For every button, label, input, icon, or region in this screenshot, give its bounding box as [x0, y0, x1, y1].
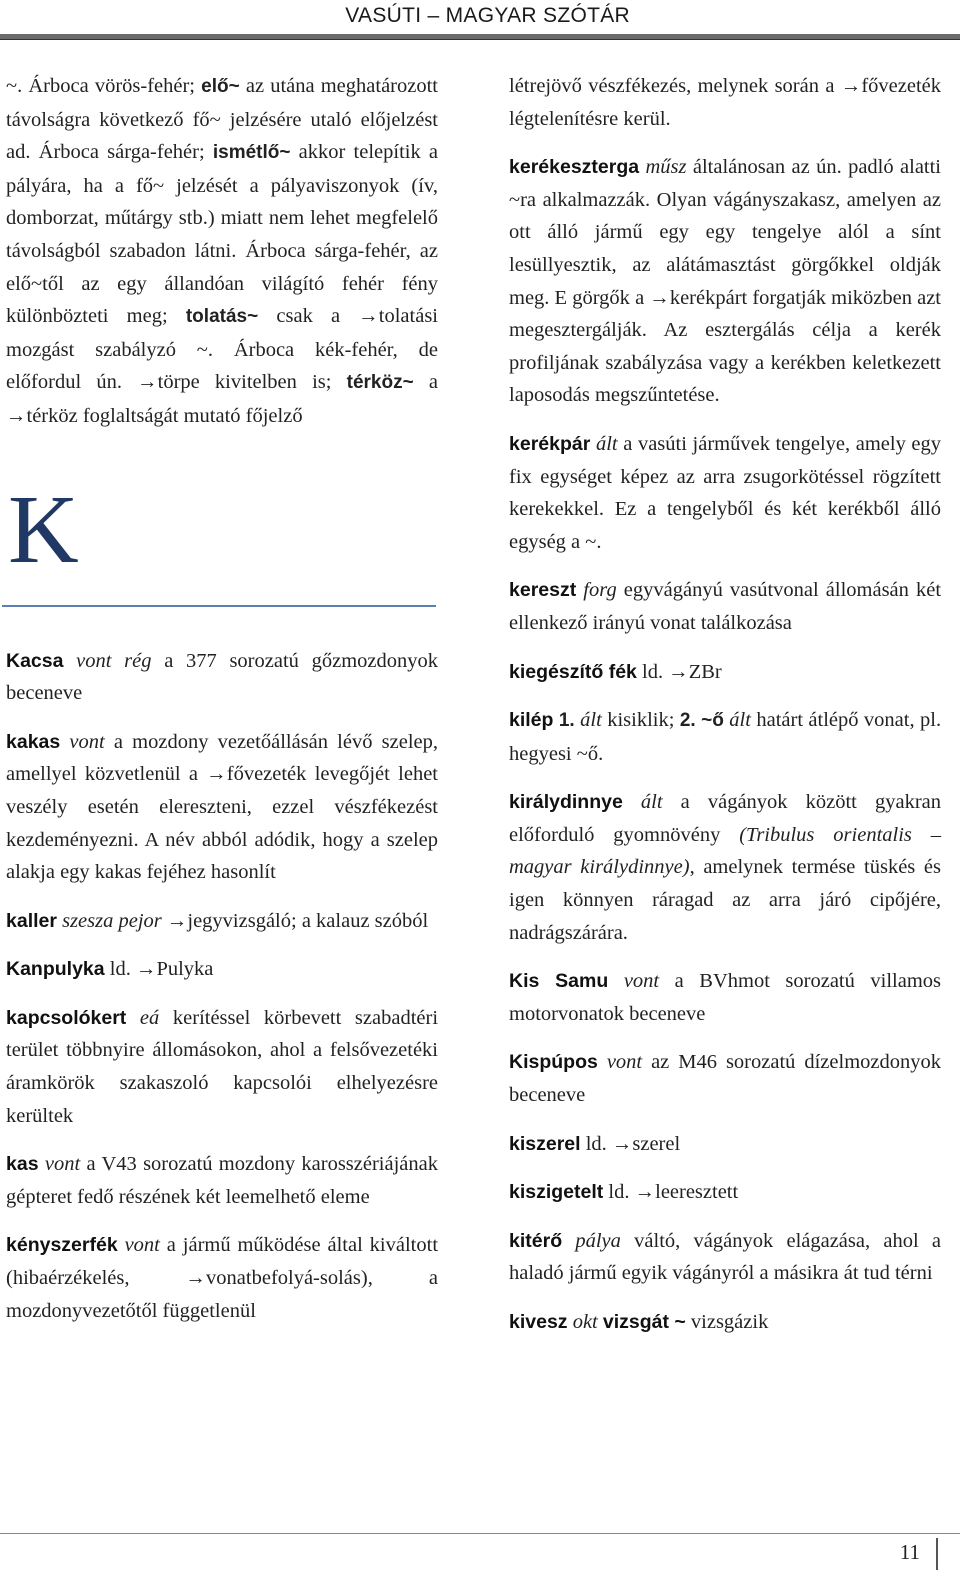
- entry-definition: a jármű működése által kiváltott (hibaérzékelés, →vonatbefolyá-solás), a mozdonyvezetőtől függetlenül: [6, 1234, 439, 1322]
- continued-entry-text: [509, 70, 941, 135]
- continuation-text: létrejövő vészfékezés, melynek során a →fővezeték légtelenítésre kerül.: [509, 75, 941, 130]
- dictionary-entry: [509, 574, 941, 639]
- entry-definition: ld. →ZBr: [642, 660, 722, 683]
- continued-entry-text: [6, 70, 438, 433]
- entry-label: vont: [44, 1153, 81, 1176]
- entry-label: vont rég: [76, 649, 152, 672]
- entry-headword: Kispúpos: [509, 1051, 598, 1074]
- entry-label: pálya: [575, 1229, 621, 1252]
- entry-definition: váltó, vágányok elágazása, ahol a haladó jármű egyik vágányról a másikra át tud térni: [509, 1229, 941, 1285]
- section-divider: [2, 605, 436, 607]
- entry-definition: kerítéssel körbevett szabadtéri terület többnyire állomásokon, ahol a felsővezetéki áramkörök szakaszoló kapcsolói elhelyezésre kerültek: [6, 1006, 439, 1127]
- entry-label: forg: [583, 579, 617, 602]
- entry-label: ált: [580, 709, 602, 732]
- dictionary-entry: [6, 1002, 438, 1132]
- entry-label: vont: [623, 970, 660, 993]
- entry-definition: a vasúti járművek tengelye, amely egy fix egységet képez az arra zsugorkötéssel rögzített kerekekkel. Ez a tengelyből és két kerékből álló egység a ~.: [509, 432, 942, 553]
- latin-name: (Tribulus orientalis – magyar királydinnye): [509, 823, 942, 879]
- dictionary-entry: [6, 953, 438, 986]
- section-letter: K: [8, 475, 79, 584]
- entry-headword: kapcsolókert: [6, 1006, 127, 1029]
- entry-label: szesza pejor: [62, 909, 162, 932]
- entry-label: vont: [606, 1051, 643, 1074]
- entry-label: vont: [124, 1234, 160, 1257]
- right-column: [509, 70, 941, 1355]
- dictionary-entry: [6, 1229, 438, 1327]
- entry-definition: a 377 sorozatú gőzmozdonyok beceneve: [6, 649, 438, 705]
- dictionary-entry: [509, 1225, 941, 1290]
- entry-headword: kivesz: [509, 1311, 568, 1333]
- entry-definition: a BVhmot sorozatú villamos motorvonatok beceneve: [509, 970, 942, 1025]
- entry-headword: kiszerel: [509, 1132, 581, 1155]
- entry-label: ált: [640, 791, 663, 814]
- entry-label: okt: [572, 1311, 598, 1333]
- entry-definition: a mozdony vezetőállásán lévő szelep, amellyel közvetlenül a →fővezeték levegőjét lehet veszély esetén elereszteni, ezzel vészfékezést kezdeményezni. A név abból adódik, hogy a szelep alakja egy kakas fejéhez hasonlít: [6, 730, 438, 884]
- dictionary-entry: [509, 1306, 941, 1339]
- entry-definition: vizsgázik: [690, 1311, 769, 1333]
- dictionary-entry: [6, 645, 438, 710]
- dictionary-entry: [6, 1148, 438, 1213]
- dictionary-entry: [509, 786, 941, 949]
- entry-headword: Kanpulyka: [6, 958, 105, 981]
- entry-headword: kiszigetelt: [509, 1181, 604, 1204]
- entry-label: ált: [729, 709, 751, 732]
- sense-number: 1.: [558, 710, 575, 732]
- running-header: VASÚTI – MAGYAR SZÓTÁR: [345, 4, 630, 27]
- entry-headword: kerékeszterga: [509, 156, 640, 179]
- entry-definition: egyvágányú vasútvonal állomásán két ellenkező irányú vonat találkozása: [509, 579, 942, 634]
- intro-text: ~. Árboca vörös-fehér; elő~ az utána meghatározott távolságra következő fő~ jelzésére utaló előjelzést ad. Árboca sárga-fehér; ismétlő~ akkor telepítik a pályára, ha a fő~ jelzését a pályaviszonyok (ív, domborzat, műtárgy stb.) miatt nem lehet megfelelő távolságból szabadon látni. Árboca sárga-fehér, az elő~től az egy állandóan világító fehér fény különbözteti meg; tolatás~ csak a →tolatási mozgást szabályzó ~. Árboca kék-fehér, de előfordul ún. →törpe kivitelben is; térköz~ a →térköz foglaltságát mutató főjelző: [6, 75, 439, 427]
- entry-definition: →jegyvizsgáló; a kalauz szóból: [166, 909, 429, 932]
- entry-headword: kaller: [6, 909, 57, 932]
- dictionary-entry: [509, 1176, 941, 1209]
- entry-headword: Kacsa: [6, 649, 64, 672]
- header-rule: [0, 34, 960, 40]
- left-column: [6, 70, 438, 1343]
- entry-definition: a vágányok között gyakran előforduló gyomnövény: [509, 791, 941, 846]
- entry-definition: az M46 sorozatú dízelmozdonyok beceneve: [509, 1051, 941, 1107]
- dictionary-entry: [6, 905, 438, 938]
- footer-rule: [0, 1533, 960, 1534]
- dictionary-entry: [6, 726, 438, 889]
- entry-headword: kerékpár: [509, 432, 591, 455]
- dictionary-entry: [509, 704, 941, 770]
- dictionary-entry: [509, 965, 941, 1030]
- entry-definition: ld. →szerel: [585, 1132, 681, 1155]
- entry-definition: ld. →leeresztett: [608, 1181, 739, 1204]
- dictionary-entry: [509, 428, 941, 558]
- entry-definition: , amelynek termése tüskés és igen könnyen ráragad az arra járó cipőjére, nadrágszárára.: [509, 856, 941, 944]
- entry-definition: a V43 sorozatú mozdony karosszériájának gépteret fedő részének két leemelhető eleme: [6, 1153, 438, 1208]
- entry-headword: kas: [6, 1153, 39, 1176]
- dictionary-entry: [509, 151, 941, 412]
- dictionary-entry: [509, 1128, 941, 1161]
- entry-headword: Kis Samu: [509, 970, 609, 993]
- entry-label: műsz: [645, 156, 687, 179]
- entry-headword: kilép: [509, 709, 554, 732]
- entry-headword: kényszerfék: [6, 1234, 118, 1257]
- entry-headword: kereszt: [509, 579, 577, 602]
- entry-label: eá: [139, 1006, 160, 1029]
- entry-headword: kakas: [6, 730, 61, 753]
- sense-number: 2.: [679, 710, 696, 732]
- entry-label: ált: [595, 432, 618, 455]
- derived-term: ~ő: [701, 710, 724, 732]
- entry-definition: kisiklik;: [607, 709, 675, 732]
- page-number-bar: [936, 1538, 938, 1570]
- entry-headword: királydinnye: [509, 791, 623, 814]
- dictionary-entry: [509, 656, 941, 689]
- entry-headword: kiegészítő fék: [509, 660, 637, 683]
- entry-definition: ld. →Pulyka: [109, 958, 214, 981]
- entry-label: vont: [69, 730, 105, 753]
- page-number: 11: [899, 1540, 920, 1564]
- entry-definition: határt átlépő vonat, pl. hegyesi ~ő.: [509, 709, 942, 765]
- phrase-headword: vizsgát ~: [602, 1311, 686, 1333]
- entry-headword: kitérő: [509, 1229, 563, 1252]
- entry-definition: általánosan az ún. padló alatti ~ra alkalmazzák. Olyan vágányszakasz, amelyen az ott álló jármű egy egy tengelye alól a sínt lesüllyesztik, az alátámasztást görgőkkel oldják meg. E görgők a →kerékpárt forgatják miközben azt megesztergálják. Az esztergálás célja a kerék profiljának szabályzása vagy a kerékben keletkezett laposodás megszűntetése.: [509, 156, 941, 407]
- dictionary-entry: [509, 1046, 941, 1111]
